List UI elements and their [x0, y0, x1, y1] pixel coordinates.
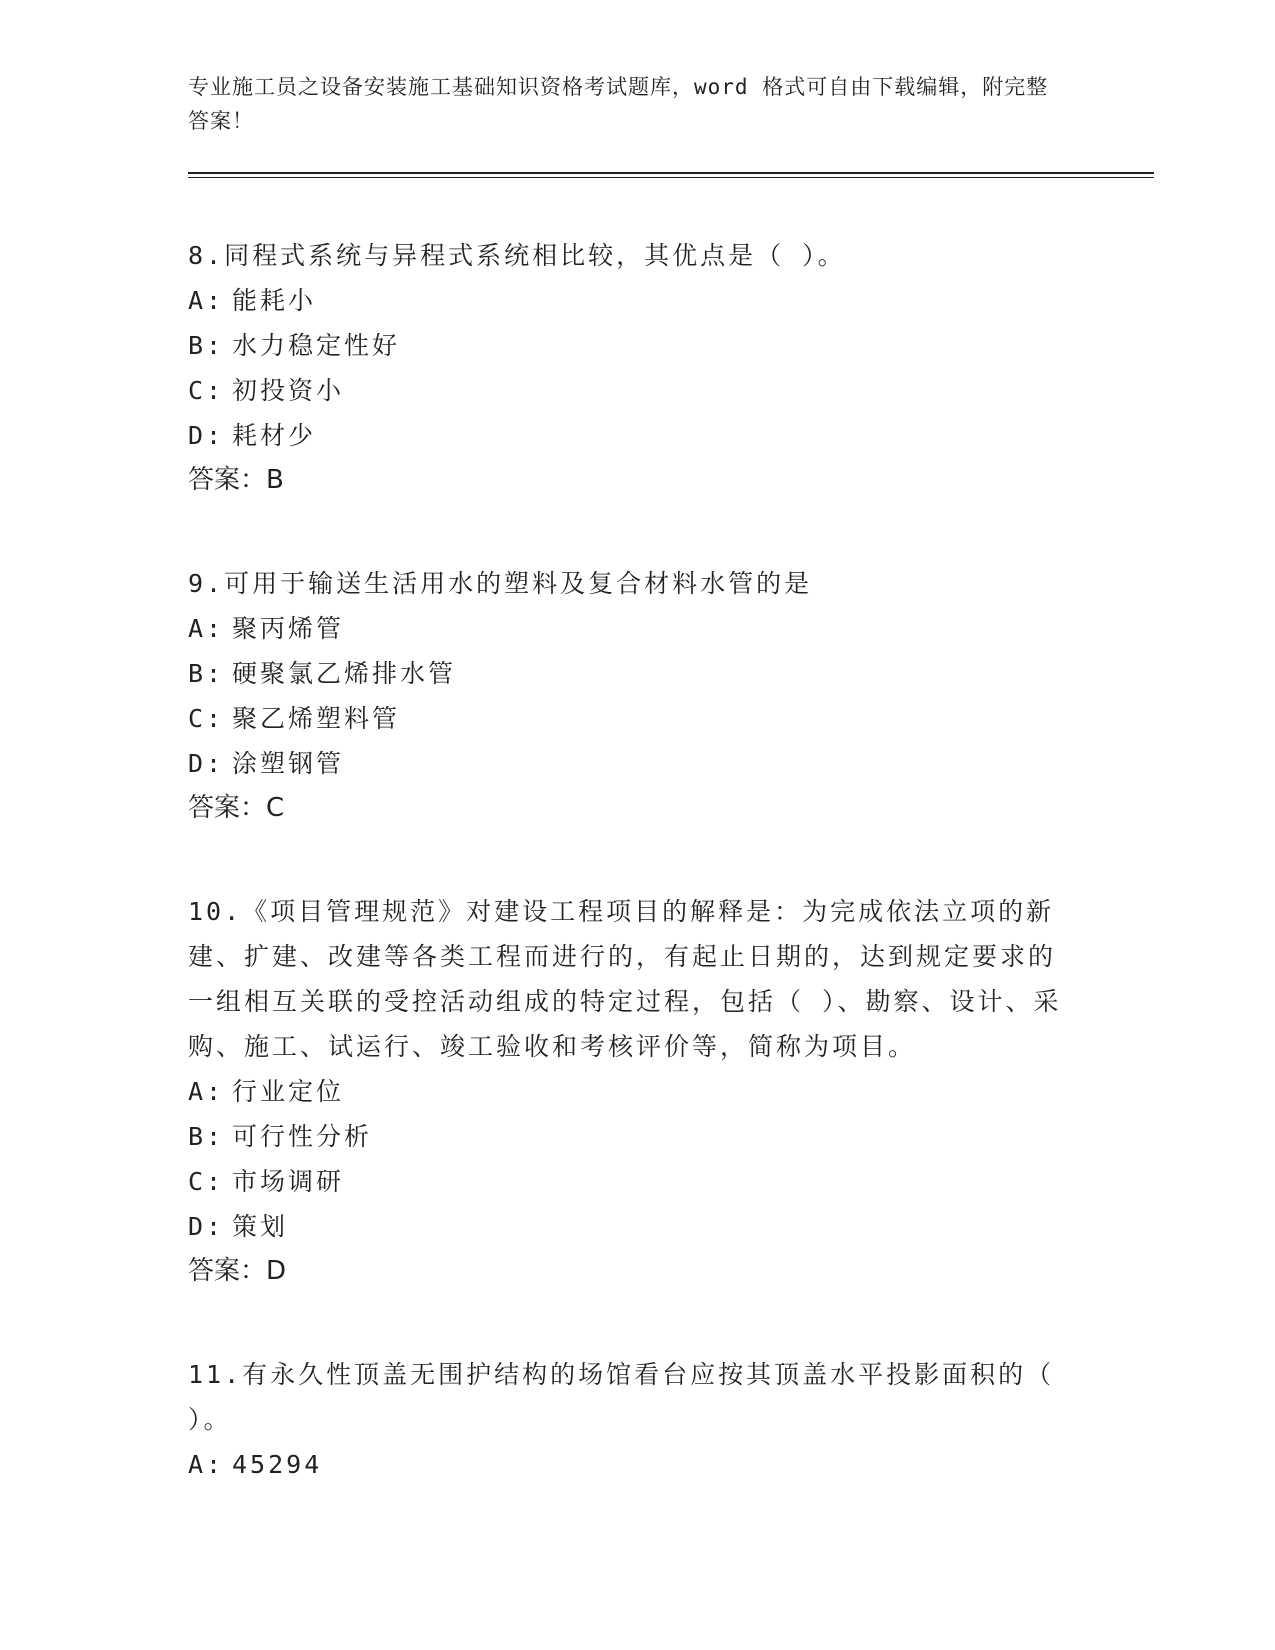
option-text: 聚乙烯塑料管: [232, 704, 401, 733]
option-text: 可行性分析: [232, 1122, 373, 1151]
option-text: 聚丙烯管: [232, 614, 345, 643]
option-letter: A:: [188, 1077, 225, 1106]
document-page: [188, 70, 1088, 1487]
option-text: 初投资小: [232, 376, 345, 405]
option-letter: D:: [188, 1212, 225, 1241]
answer-line: 答案：B: [188, 465, 284, 495]
option-letter: B:: [188, 1122, 225, 1151]
option-d: [188, 413, 1088, 458]
option-text: 能耗小: [232, 286, 317, 315]
option-letter: C:: [188, 1167, 225, 1196]
option-letter: C:: [188, 376, 225, 405]
option-text: 市场调研: [232, 1167, 345, 1196]
option-d: [188, 741, 1088, 786]
option-d: [188, 1204, 1088, 1249]
option-letter: A:: [188, 286, 225, 315]
option-a: [188, 1069, 1088, 1114]
answer-line: 答案：D: [188, 1256, 287, 1286]
question-11: [188, 1352, 1088, 1487]
question-10: [188, 889, 1088, 1294]
option-b: [188, 651, 1088, 696]
option-letter: D:: [188, 421, 225, 450]
option-a: [188, 606, 1088, 651]
question-title: 8.同程式系统与异程式系统相比较，其优点是（ ）。: [188, 241, 846, 270]
option-text: 行业定位: [232, 1077, 345, 1106]
question-8: [188, 233, 1088, 503]
option-b: [188, 1114, 1088, 1159]
option-c: [188, 1159, 1088, 1204]
option-letter: A:: [188, 1450, 225, 1479]
document-header: 专业施工员之设备安装施工基础知识资格考试题库，word 格式可自由下载编辑，附完整答案！: [188, 75, 1049, 133]
answer-line: 答案：C: [188, 793, 285, 823]
option-text: 策划: [232, 1212, 289, 1241]
option-letter: D:: [188, 749, 225, 778]
question-9: [188, 561, 1088, 831]
option-letter: B:: [188, 659, 225, 688]
option-a: [188, 1442, 1088, 1487]
option-letter: A:: [188, 614, 225, 643]
question-title: 9.可用于输送生活用水的塑料及复合材料水管的是: [188, 569, 813, 598]
option-text: 涂塑钢管: [232, 749, 345, 778]
option-a: [188, 278, 1088, 323]
option-text: 硬聚氯乙烯排水管: [232, 659, 457, 688]
option-text: 水力稳定性好: [232, 331, 401, 360]
option-letter: B:: [188, 331, 225, 360]
option-letter: C:: [188, 704, 225, 733]
option-b: [188, 323, 1088, 368]
question-title: 10.《项目管理规范》对建设工程项目的解释是：为完成依法立项的新建、扩建、改建等各类工程而进行的，有起止日期的，达到规定要求的一组相互关联的受控活动组成的特定过程，包括（ ）、勘察、设计、采购、施工、试运行、竣工验收和考核评价等，简称为项目。: [188, 897, 1062, 1061]
question-title: 11.有永久性顶盖无围护结构的场馆看台应按其顶盖水平投影面积的（ ）。: [188, 1360, 1055, 1434]
option-c: [188, 368, 1088, 413]
option-text: 耗材少: [232, 421, 317, 450]
header-divider: [188, 172, 1154, 178]
option-text: 45294: [232, 1450, 323, 1479]
option-c: [188, 696, 1088, 741]
